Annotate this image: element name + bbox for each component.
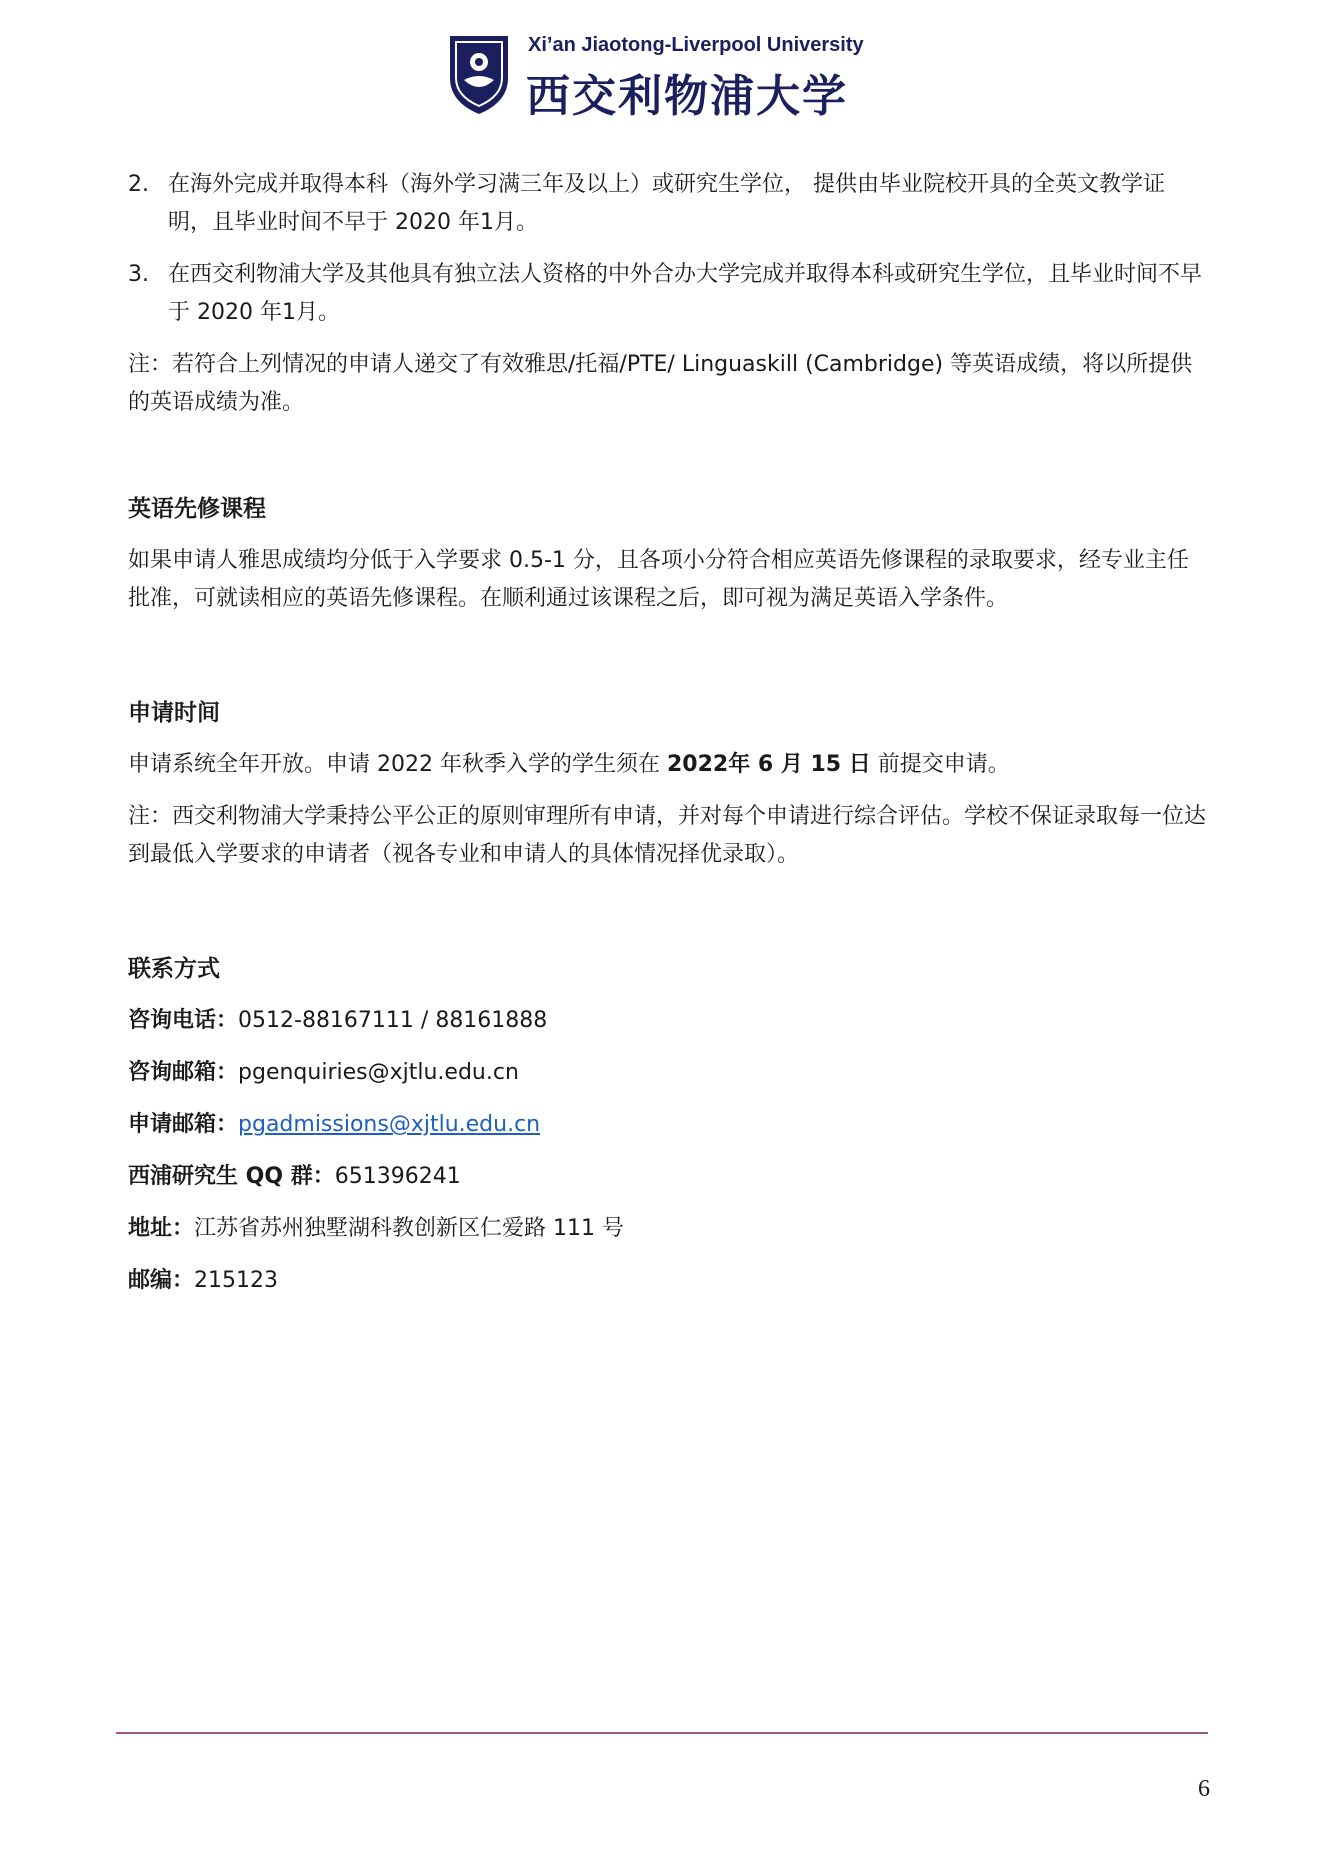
application-deadline: 2022年 6 月 15 日 [666,752,871,777]
list-number: 2. [128,172,149,197]
list-number: 3. [128,262,149,287]
admissions-email-link[interactable]: pgadmissions@xjtlu.edu.cn [238,1112,541,1137]
contact-value: 651396241 [334,1164,461,1189]
application-time-body [128,746,1208,784]
contact-label: 咨询电话： [128,1008,239,1033]
list-text: 在海外完成并取得本科（海外学习满三年及以上）或研究生学位， 提供由毕业院校开具的全英文教学证明，且毕业时间不早于 2020 年1月。 [168,172,1165,235]
list-text: 在西交利物浦大学及其他具有独立法人资格的中外合办大学完成并取得本科或研究生学位，且毕业时间不早于 2020 年1月。 [168,262,1203,325]
list-item [128,166,1208,242]
list-item [128,256,1208,332]
contact-postcode [128,1262,1208,1300]
pre-sessional-body: 如果申请人雅思成绩均分低于入学要求 0.5-1 分，且各项小分符合相应英语先修课程的录取要求，经专业主任批准，可就读相应的英语先修课程。在顺利通过该课程之后，即可视为满足英语入学条件。 [128,548,1189,611]
contact-address [128,1210,1208,1248]
university-name-english: Xi’an Jiaotong-Liverpool University [528,34,864,56]
contact-label: 申请邮箱： [128,1112,239,1137]
pre-sessional-heading: 英语先修课程 [128,496,266,522]
contact-phone [128,1002,1208,1040]
contact-value: 江苏省苏州独墅湖科教创新区仁爱路 111 号 [194,1216,624,1241]
contact-heading: 联系方式 [128,956,220,982]
university-crest-icon [448,32,510,116]
contact-enquiry-email [128,1054,1208,1092]
university-header [448,32,908,120]
footer-divider [116,1732,1208,1734]
contact-label: 西浦研究生 QQ 群： [128,1164,335,1189]
contact-label: 咨询邮箱： [128,1060,239,1085]
contact-value: 0512-88167111 / 88161888 [238,1008,548,1033]
contact-value: pgenquiries@xjtlu.edu.cn [238,1060,519,1085]
page-number: 6 [1198,1776,1210,1802]
contact-admissions-email [128,1106,1208,1144]
contact-label: 邮编： [128,1268,195,1293]
contact-value: 215123 [194,1268,278,1293]
admission-note: 注：西交利物浦大学秉持公平公正的原则审理所有申请，并对每个申请进行综合评估。学校不保证录取每一位达到最低入学要求的申请者（视各专业和申请人的具体情况择优录取）。 [128,804,1207,867]
contact-label: 地址： [128,1216,195,1241]
application-time-heading: 申请时间 [128,700,220,726]
page-content [128,166,1208,1314]
application-time-text-end: 前提交申请。 [870,752,1010,777]
application-time-text: 申请系统全年开放。申请 2022 年秋季入学的学生须在 [128,752,667,777]
university-name-chinese: 西交利物浦大学 [526,71,848,122]
english-score-note: 注：若符合上列情况的申请人递交了有效雅思/托福/PTE/ Linguaskill (Cambridge) 等英语成绩，将以所提供的英语成绩为准。 [128,352,1193,415]
contact-qq-group [128,1158,1208,1196]
